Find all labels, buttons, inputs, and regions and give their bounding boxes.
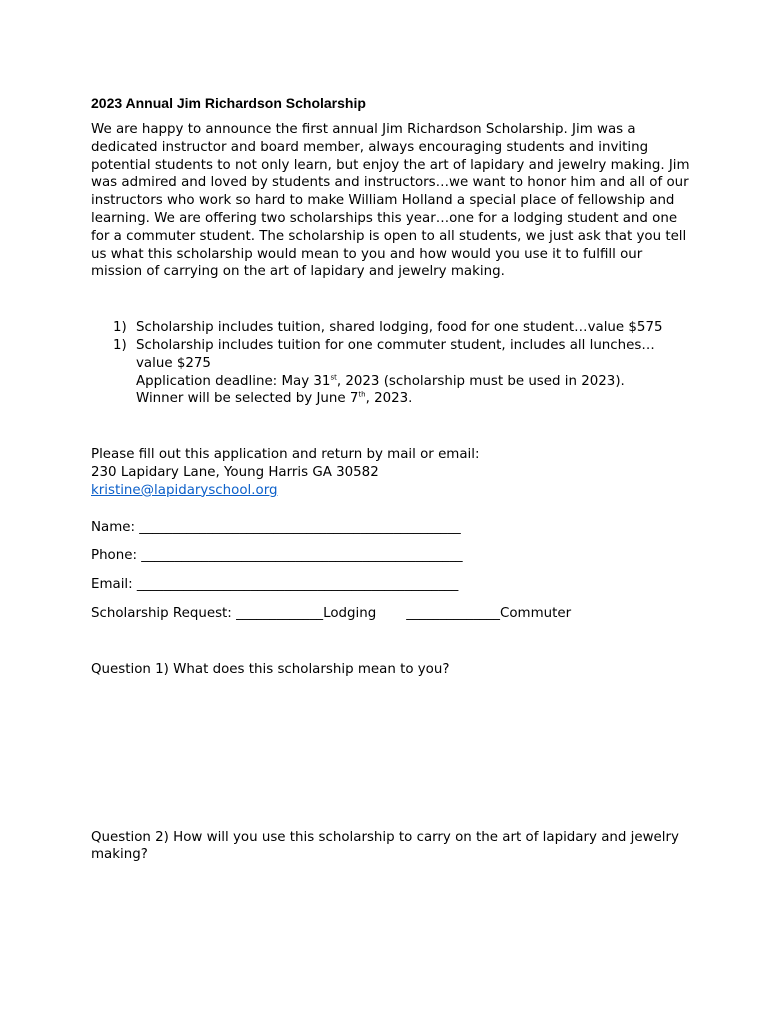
deadline-ordinal: st xyxy=(330,373,337,382)
name-field[interactable]: Name: ________________________________________________ xyxy=(91,519,461,535)
contact-block xyxy=(91,446,691,499)
request-commuter[interactable]: ______________Commuter xyxy=(406,605,572,621)
question-1: Question 1) What does this scholarship mean to you? xyxy=(91,661,450,677)
list-item-lodging xyxy=(91,319,691,337)
document-title: 2023 Annual Jim Richardson Scholarship xyxy=(91,95,366,111)
intro-paragraph: We are happy to announce the first annual Jim Richardson Scholarship. Jim was a dedicated instructor and board member, always encouraging students and inviting potential students to not only learn, but enjoy the art of lapidary and jewelry making. Jim was admired and loved by students and instructors…we want to honor him and all of our instructors who work so hard to make William Holland a special place of fellowship and learning. We are offering two scholarships this year…one for a lodging student and one for a commuter student. The scholarship is open to all students, we just ask that you tell us what this scholarship would mean to you and how would you use it to fulfill our mission of carrying on the art of lapidary and jewelry making. xyxy=(91,122,690,280)
winner-text: Winner will be selected by June 7 xyxy=(136,391,359,407)
winner-ordinal: th xyxy=(358,390,366,399)
scholarship-request-field[interactable] xyxy=(91,605,691,623)
list-item-text: Scholarship includes tuition for one commuter student, includes all lunches…value $275 xyxy=(136,337,655,371)
application-deadline xyxy=(136,373,691,391)
email-link[interactable]: kristine@lapidaryschool.org xyxy=(91,482,278,498)
deadline-text-end: , 2023 (scholarship must be used in 2023). xyxy=(336,373,625,389)
list-number: 1) xyxy=(113,320,127,336)
email-field[interactable]: Email: ________________________________________________ xyxy=(91,577,459,593)
list-item-commuter xyxy=(91,337,691,408)
list-item-text: Scholarship includes tuition, shared lodging, food for one student…value $575 xyxy=(136,320,663,336)
scholarship-document xyxy=(91,94,691,864)
request-lodging[interactable]: Scholarship Request: _____________Lodging xyxy=(91,605,377,621)
contact-instructions: Please fill out this application and return by mail or email: xyxy=(91,447,480,463)
mailing-address: 230 Lapidary Lane, Young Harris GA 30582 xyxy=(91,464,379,480)
winner-text-end: , 2023. xyxy=(365,391,413,407)
deadline-text: Application deadline: May 31 xyxy=(136,373,331,389)
scholarship-list xyxy=(91,319,691,408)
phone-field[interactable]: Phone: ________________________________________________ xyxy=(91,548,463,564)
winner-date xyxy=(136,390,691,408)
question-2: Question 2) How will you use this scholarship to carry on the art of lapidary and jewelry making? xyxy=(91,829,679,863)
list-number: 1) xyxy=(113,337,127,353)
